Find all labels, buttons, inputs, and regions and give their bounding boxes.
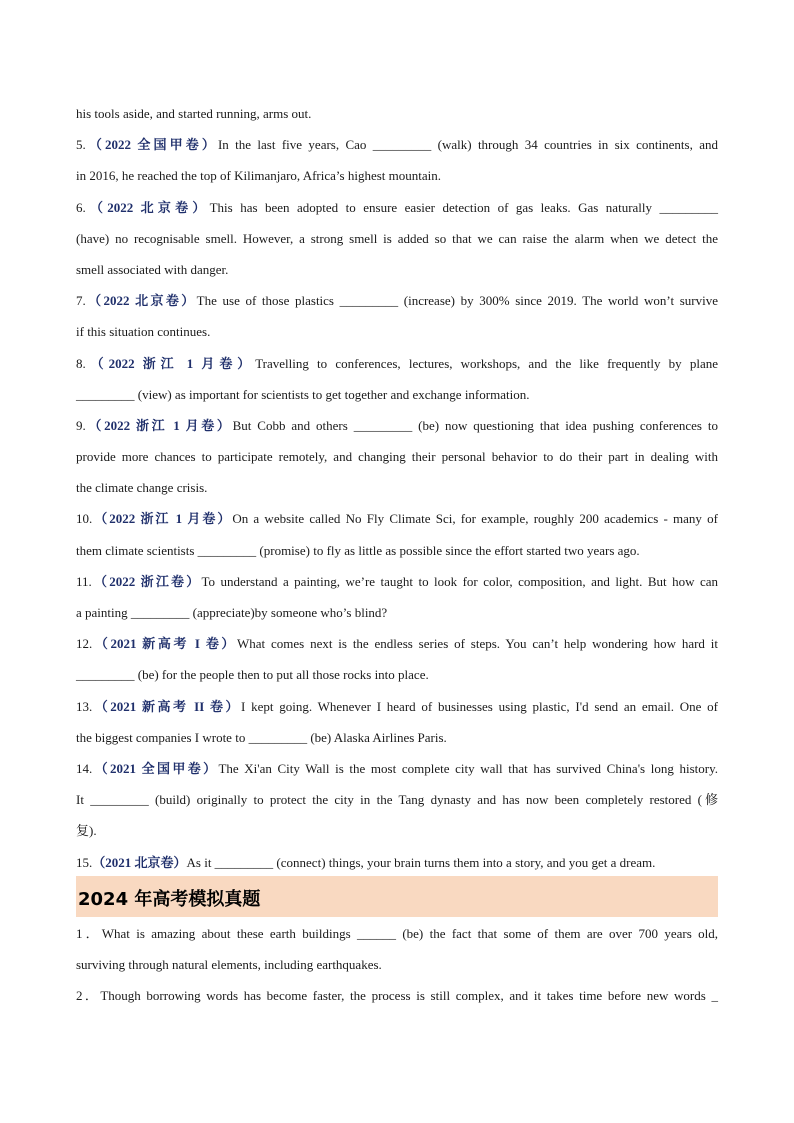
question-line: [76, 784, 718, 815]
question-text: It _________ (build) originally to protect the city in the Tang dynasty and has now been completely restored (修: [76, 792, 718, 808]
question-text: In the last five years, Cao _________ (walk) through 34 countries in six continents, and: [217, 137, 718, 153]
question-line: [76, 659, 718, 690]
question-line: [76, 503, 718, 534]
question-text: (have) no recognisable smell. However, a strong smell is added so that we can raise the alarm when we detect the: [76, 230, 718, 246]
question-number: 8.: [76, 355, 86, 371]
question-source: （2022 全国甲卷）: [85, 137, 218, 153]
question-line: [76, 815, 718, 846]
question-line: [76, 597, 718, 628]
question-source: （2022 浙江卷）: [91, 573, 202, 589]
question-text: Though borrowing words has become faster, the process is still complex, and it takes time before new words _: [100, 988, 718, 1004]
question-text: provide more chances to participate remotely, and changing their personal behavior to do their part in dealing with: [76, 449, 718, 465]
question-line: [76, 285, 718, 316]
question-line: [76, 223, 718, 254]
question-text: The use of those plastics _________ (increase) by 300% since 2019. The world won’t survive: [196, 293, 718, 309]
question-source: （2021 新高考 II 卷）: [92, 698, 242, 714]
question-number: 13.: [76, 698, 93, 714]
question-text: a painting _________ (appreciate)by someone who’s blind?: [76, 605, 388, 620]
question-number: 6.: [76, 199, 86, 215]
question-source: （2021 北京卷）: [92, 854, 187, 870]
continuation-line: his tools aside, and started running, arms out.: [76, 106, 312, 121]
question-number: 2．: [76, 988, 101, 1004]
question-line: [76, 254, 718, 285]
question-line: [76, 160, 718, 191]
question-text: if this situation continues.: [76, 324, 211, 340]
question-number: 10.: [76, 511, 93, 527]
question-line: [76, 379, 718, 410]
question-line: [76, 753, 718, 784]
question-text: The Xi'an City Wall is the most complete city wall that has survived China's long history.: [218, 760, 718, 776]
question-number: 7.: [76, 293, 86, 309]
question-source: （2022 浙江 1 月卷）: [85, 417, 233, 433]
question-number: 14.: [76, 760, 93, 776]
question-line: [76, 918, 718, 949]
question-number: 1．: [76, 926, 102, 941]
question-source: （2021 新高考 I 卷）: [92, 636, 238, 652]
question-line: [76, 566, 718, 597]
section-title: 2024 年高考模拟真题: [78, 889, 261, 910]
question-line: [76, 129, 718, 160]
question-text: On a website called No Fly Climate Sci, for example, roughly 200 academics - many of: [232, 511, 718, 527]
question-source: （2022 北京卷）: [85, 199, 210, 215]
question-text: _________ (be) for the people then to put all those rocks into place.: [76, 667, 429, 683]
question-text: the climate change crisis.: [76, 480, 208, 496]
question-line: [76, 348, 718, 379]
question-line: [76, 722, 718, 753]
question-text: I kept going. Whenever I heard of businesses using plastic, I'd send an email. One of: [241, 698, 718, 714]
question-text: What is amazing about these earth buildings ______ (be) the fact that some of them are over 700 years old,: [101, 926, 718, 941]
question-line: [76, 847, 718, 878]
question-line: [76, 441, 718, 472]
question-text: To understand a painting, we’re taught to look for color, composition, and light. But how can: [201, 573, 718, 589]
question-line: [76, 535, 718, 566]
question-list: [76, 98, 718, 878]
question-source: （2022 北京卷）: [85, 293, 197, 309]
question-text: What comes next is the endless series of steps. You can’t help wondering how hard it: [237, 636, 718, 652]
question-line: [76, 316, 718, 347]
question-line: [76, 980, 718, 1011]
question-text: them climate scientists _________ (promise) to fly as little as possible since the effort started two years ago.: [76, 542, 640, 558]
question-text: 复).: [76, 823, 97, 839]
question-text: smell associated with danger.: [76, 261, 229, 277]
question-text: But Cobb and others _________ (be) now questioning that idea pushing conferences to: [232, 417, 718, 433]
question-line: [76, 628, 718, 659]
question-source: （2022 浙江 1 月卷）: [85, 355, 256, 371]
question-text: Travelling to conferences, lectures, workshops, and the like frequently by plane: [255, 355, 718, 371]
question-source: （2021 全国甲卷）: [92, 760, 219, 776]
question-line: [76, 472, 718, 503]
question-text: in 2016, he reached the top of Kilimanjaro, Africa’s highest mountain.: [76, 168, 441, 184]
question-line: [76, 192, 718, 223]
question-number: 9.: [76, 417, 86, 433]
question-list-2024: [76, 918, 718, 1012]
section-banner: [76, 876, 718, 917]
question-line: [76, 410, 718, 441]
question-number: 11.: [76, 573, 92, 589]
question-text: surviving through natural elements, including earthquakes.: [76, 957, 382, 973]
question-text: As it _________ (connect) things, your brain turns them into a story, and you get a dream.: [186, 854, 656, 870]
question-line: [76, 949, 718, 980]
question-number: 12.: [76, 636, 93, 652]
question-source: （2022 浙江 1 月卷）: [92, 511, 233, 527]
question-text: This has been adopted to ensure easier detection of gas leaks. Gas naturally _________: [209, 199, 718, 215]
question-number: 15.: [76, 854, 93, 870]
question-line: [76, 691, 718, 722]
question-number: 5.: [76, 137, 86, 153]
question-text: the biggest companies I wrote to _________ (be) Alaska Airlines Paris.: [76, 729, 447, 745]
question-text: _________ (view) as important for scientists to get together and exchange information.: [76, 386, 530, 402]
